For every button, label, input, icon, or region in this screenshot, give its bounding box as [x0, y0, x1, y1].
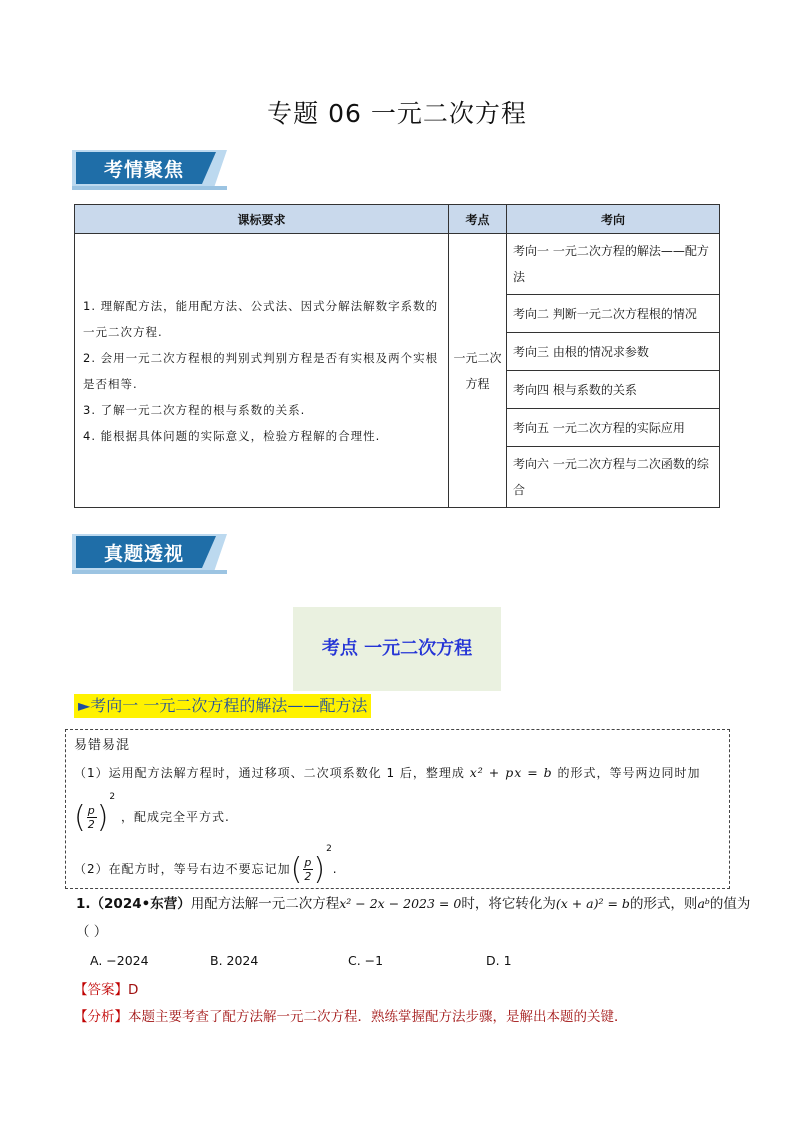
pitfall-box — [65, 729, 730, 889]
section-banner-exam-focus — [72, 150, 227, 190]
page-title: 专题 06 一元二次方程 — [267, 99, 527, 128]
analysis-label: 【分析】 — [74, 1009, 128, 1025]
answer-label: 【答案】 — [74, 982, 128, 998]
requirement-item: 3. 了解一元二次方程的根与系数的关系. — [83, 402, 306, 417]
direction-item: 考向五 一元二次方程的实际应用 — [507, 409, 720, 447]
analysis-text: 本题主要考查了配方法解一元二次方程．熟练掌握配方法步骤，是解出本题的关键． — [128, 1009, 628, 1025]
option-d: D. 1 — [486, 953, 512, 968]
equation-3: aᵇ — [697, 896, 710, 911]
answer-parentheses: （ ） — [76, 924, 108, 940]
direction-item: 考向四 根与系数的关系 — [507, 371, 720, 409]
topic-box — [293, 607, 501, 691]
option-c: C. −1 — [348, 953, 384, 968]
table-header-row — [75, 205, 720, 234]
answer-value: D — [128, 982, 139, 998]
formula-inline: x² + px = b — [469, 765, 553, 780]
direction-subheading: ►考向一 一元二次方程的解法——配方法 — [74, 694, 371, 718]
answer-line — [74, 978, 138, 998]
equation-1: x² − 2x − 2023 = 0 — [339, 896, 462, 911]
topic-label: 考点 一元二次方程 — [321, 638, 473, 659]
header-kaodian: 考点 — [449, 205, 507, 234]
fraction-p-over-2: $\frac{p}{2}$ — [304, 856, 313, 883]
curriculum-table — [74, 204, 720, 508]
pitfall-item-2: （2）在配方时，等号右边不要忘记加( $\frac{p}{2})^2$. — [74, 844, 338, 887]
direction-item: 考向三 由根的情况求参数 — [507, 333, 720, 371]
pitfall-item-1-cont: ( $\frac{p}{2})^2$ ，配成完全平方式. — [74, 792, 230, 835]
question-number: 1. — [76, 896, 91, 912]
requirement-item: 4. 能根据具体问题的实际意义，检验方程解的合理性. — [83, 428, 381, 443]
question-1: 1.（2024•东营）用配方法解一元二次方程x² − 2x − 2023 = 0时，将它转化为(x + a)² = b的形式，则aᵇ的值为 — [76, 896, 751, 912]
direction-item: 考向六 一元二次方程与二次函数的综合 — [507, 447, 720, 508]
equation-2: (x + a)² = b — [555, 896, 630, 911]
pitfall-item-1: （1）运用配方法解方程时，通过移项、二次项系数化 1 后，整理成 x² + px = b 的形式，等号两边同时加 — [74, 765, 701, 780]
requirement-item: 1. 理解配方法，能用配方法、公式法、因式分解法解数字系数的一元二次方程. — [83, 298, 439, 339]
requirement-item: 2. 会用一元二次方程根的判别式判别方程是否有实根及两个实根是否相等. — [83, 350, 439, 391]
direction-item: 考向一 一元二次方程的解法——配方法 — [507, 234, 720, 295]
fraction-p-over-2: $\frac{p}{2}$ — [87, 804, 96, 831]
option-b: B. 2024 — [210, 953, 259, 968]
analysis-line — [74, 1005, 628, 1025]
question-source: （2024•东营） — [90, 896, 191, 912]
kaodian-cell: 一元二次方程 — [449, 234, 507, 508]
banner-label: 考情聚焦 — [104, 159, 185, 181]
header-requirements: 课标要求 — [75, 205, 449, 234]
section-banner-real-exam — [72, 534, 227, 574]
banner-label: 真题透视 — [104, 543, 185, 565]
pitfall-title: 易错易混 — [74, 738, 131, 753]
requirements-cell — [75, 234, 449, 508]
option-a: A. −2024 — [90, 953, 149, 968]
direction-item: 考向二 判断一元二次方程根的情况 — [507, 295, 720, 333]
header-directions: 考向 — [507, 205, 720, 234]
